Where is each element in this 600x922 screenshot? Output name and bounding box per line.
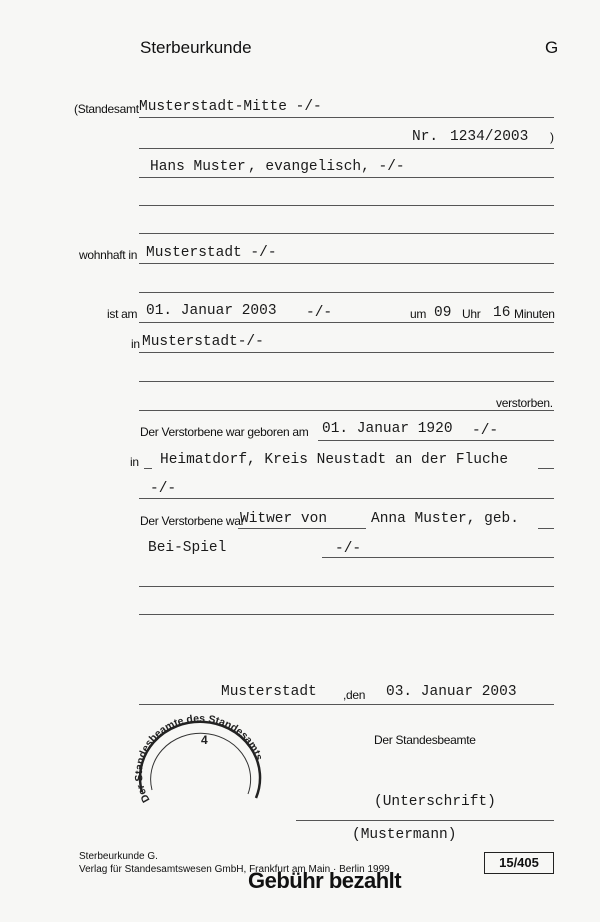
field-unterschrift: (Unterschrift) <box>374 794 496 810</box>
label-minuten: Minuten <box>514 307 555 321</box>
document-title: Sterbeurkunde <box>140 38 252 57</box>
field-sterbeort: Musterstadt-/- <box>142 334 264 350</box>
field-familienstand: Witwer von <box>240 511 328 527</box>
rule-geburtsort-start <box>144 468 152 469</box>
rule-verstorben <box>139 410 554 411</box>
form-number-box: 15/405 <box>484 852 554 874</box>
label-den: ,den <box>343 688 366 702</box>
field-geburtsname: Bei-Spiel <box>148 540 227 556</box>
rule-blank-6 <box>139 614 554 615</box>
field-wohnort: Musterstadt -/- <box>146 245 277 261</box>
label-uhr: Uhr <box>462 307 481 321</box>
label-um: um <box>410 307 427 321</box>
field-sterbedatum: 01. Januar 2003 <box>146 303 277 319</box>
rule-unterschrift <box>296 820 554 821</box>
label-in: in <box>131 337 140 351</box>
field-geburtsname-mark: -/- <box>335 541 362 557</box>
nr-close-paren: ) <box>550 130 554 144</box>
rule-nr <box>139 148 554 149</box>
rule-blank-3 <box>139 292 554 293</box>
label-in-geburtsort: in <box>130 455 139 469</box>
label-geboren-am: Der Verstorbene war geboren am <box>140 425 309 439</box>
rule-geburtsdatum <box>318 440 554 441</box>
rule-standesamt <box>139 117 554 118</box>
footer-publisher: Verlag für Standesamtswesen GmbH, Frankfurt am Main · Berlin 1999 <box>79 864 390 875</box>
fee-paid-stamp: Gebühr bezahlt <box>248 868 402 893</box>
label-verstorben: verstorben. <box>496 396 553 410</box>
footer-form-name: Sterbeurkunde G. <box>79 851 158 862</box>
rule-sterbeort <box>139 352 554 353</box>
label-verstorbene-war: Der Verstorbene war <box>140 514 245 528</box>
rule-wohnort <box>139 263 554 264</box>
rule-ausstellung <box>139 704 554 705</box>
field-standesamt: Musterstadt-Mitte -/- <box>139 99 322 115</box>
field-uhr: 09 <box>434 305 452 321</box>
field-religion: , evangelisch, -/- <box>248 159 405 175</box>
field-ausstellungsdatum: 03. Januar 2003 <box>386 684 517 700</box>
rule-geburtsort-end <box>538 468 554 469</box>
rule-blank-5 <box>139 586 554 587</box>
label-standesbeamte: Der Standesbeamte <box>374 733 476 747</box>
rule-familienstand <box>238 528 366 529</box>
rule-geburtsort-2 <box>139 498 554 499</box>
seal-number: 4 <box>201 733 208 747</box>
rule-blank-4 <box>139 381 554 382</box>
rule-sterbedatum <box>139 322 554 323</box>
rule-blank-1 <box>139 205 554 206</box>
label-nr: Nr. <box>412 129 439 145</box>
field-minuten: 16 <box>493 305 511 321</box>
field-sterbedatum-mark: -/- <box>306 305 333 321</box>
label-standesamt: (Standesamt <box>74 102 139 116</box>
label-ist-am: ist am <box>107 307 138 321</box>
rule-geburtsname <box>322 557 554 558</box>
field-name-beamter: (Mustermann) <box>352 827 457 843</box>
field-geburtsdatum-mark: -/- <box>472 423 499 439</box>
field-nr: 1234/2003 <box>450 129 529 145</box>
seal-text: Der Standesbeamte des Standesamts <box>132 712 265 805</box>
field-geburtsort: Heimatdorf, Kreis Neustadt an der Fluche <box>160 452 509 468</box>
rule-name <box>139 177 554 178</box>
rule-familienstand-end <box>538 528 554 529</box>
label-wohnhaft: wohnhaft in <box>79 248 138 262</box>
field-geburtsort-mark: -/- <box>150 481 177 497</box>
official-seal <box>128 712 278 828</box>
field-geburtsdatum: 01. Januar 1920 <box>322 421 453 437</box>
field-name: Hans Muster <box>150 159 246 175</box>
field-ausstellungsort: Musterstadt <box>221 684 317 700</box>
form-code: G <box>545 38 559 57</box>
rule-blank-2 <box>139 233 554 234</box>
field-ehepartner: Anna Muster, geb. <box>371 511 519 527</box>
